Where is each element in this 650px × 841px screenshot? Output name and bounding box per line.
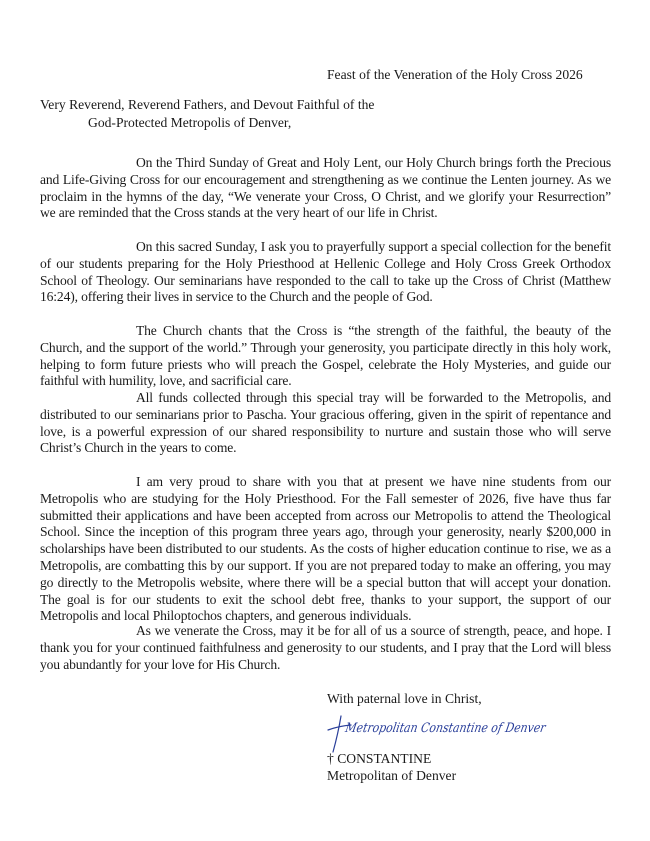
salutation-line-1: Very Reverend, Reverend Fathers, and Devout Faithful of the xyxy=(40,97,375,112)
paragraph-3: The Church chants that the Cross is “the strength of the faithful, the beauty of the Church, and the support of the world.” Through your generosity, you participate directly in this holy work, helping to form future priests who will preach the Gospel, celebrate the Holy Mysteries, and guide our faithful with humility, love, and sacrificial care. xyxy=(40,323,611,389)
date-line: Feast of the Veneration of the Holy Cross 2026 xyxy=(327,67,583,82)
salutation-line-2: God-Protected Metropolis of Denver, xyxy=(88,115,292,130)
paragraph-6: As we venerate the Cross, may it be for all of us a source of strength, peace, and hope. I thank you for your continued faithfulness and generosity to our students, and I pray that the Lord will bless you abundantly for your love for His Church. xyxy=(40,623,611,672)
svg-text:Metropolitan Constantine of De: Metropolitan Constantine of Denver xyxy=(344,721,586,736)
paragraph-2: On this sacred Sunday, I ask you to prayerfully support a special collection for the benefit of our students preparing for the Holy Priesthood at Hellenic College and Holy Cross Greek Orthodox School of Theology. Our seminarians have responded to the call to take up the Cross of Christ (Matthew 16:24), offering their lives in service to the Church and the people of God. xyxy=(40,239,611,305)
signer-name: † CONSTANTINE xyxy=(327,751,432,766)
paragraph-5: I am very proud to share with you that at present we have nine students from our Metropolis who are studying for the Holy Priesthood. For the Fall semester of 2026, five have thus far submitted their applications and have been accepted from across our Metropolis to attend the Theological School. Since the inception of this program three years ago, through your generosity, nearly $200,000 in scholarships have been distributed to our students. As the costs of higher education continue to rise, we as a Metropolis, are combatting this by our support. If you are not prepared today to make an offering, you may go directly to the Metropolis website, where there will be a special button that will accept your donation. The goal is for our students to exit the school debt free, thanks to your support, the support of our Metropolis and local Philoptochos chapters, and generous individuals. xyxy=(40,474,611,624)
signer-title: Metropolitan of Denver xyxy=(327,768,457,783)
paragraph-1: On the Third Sunday of Great and Holy Lent, our Holy Church brings forth the Precious and Life-Giving Cross for our encouragement and strengthening as we continue the Lenten journey. As we proclaim in the hymns of the day, “We venerate your Cross, O Christ, and we glorify your Resurrection” we are reminded that the Cross stands at the very heart of our life in Christ. xyxy=(40,155,611,221)
paragraph-4: All funds collected through this special tray will be forwarded to the Metropolis, and distributed to our seminarians prior to Pascha. Your gracious offering, given in the spirit of repentance and love, is a powerful expression of our shared responsibility to nurture and sustain those who will serve Christ’s Church in the years to come. xyxy=(40,390,611,456)
closing: With paternal love in Christ, xyxy=(327,691,482,706)
